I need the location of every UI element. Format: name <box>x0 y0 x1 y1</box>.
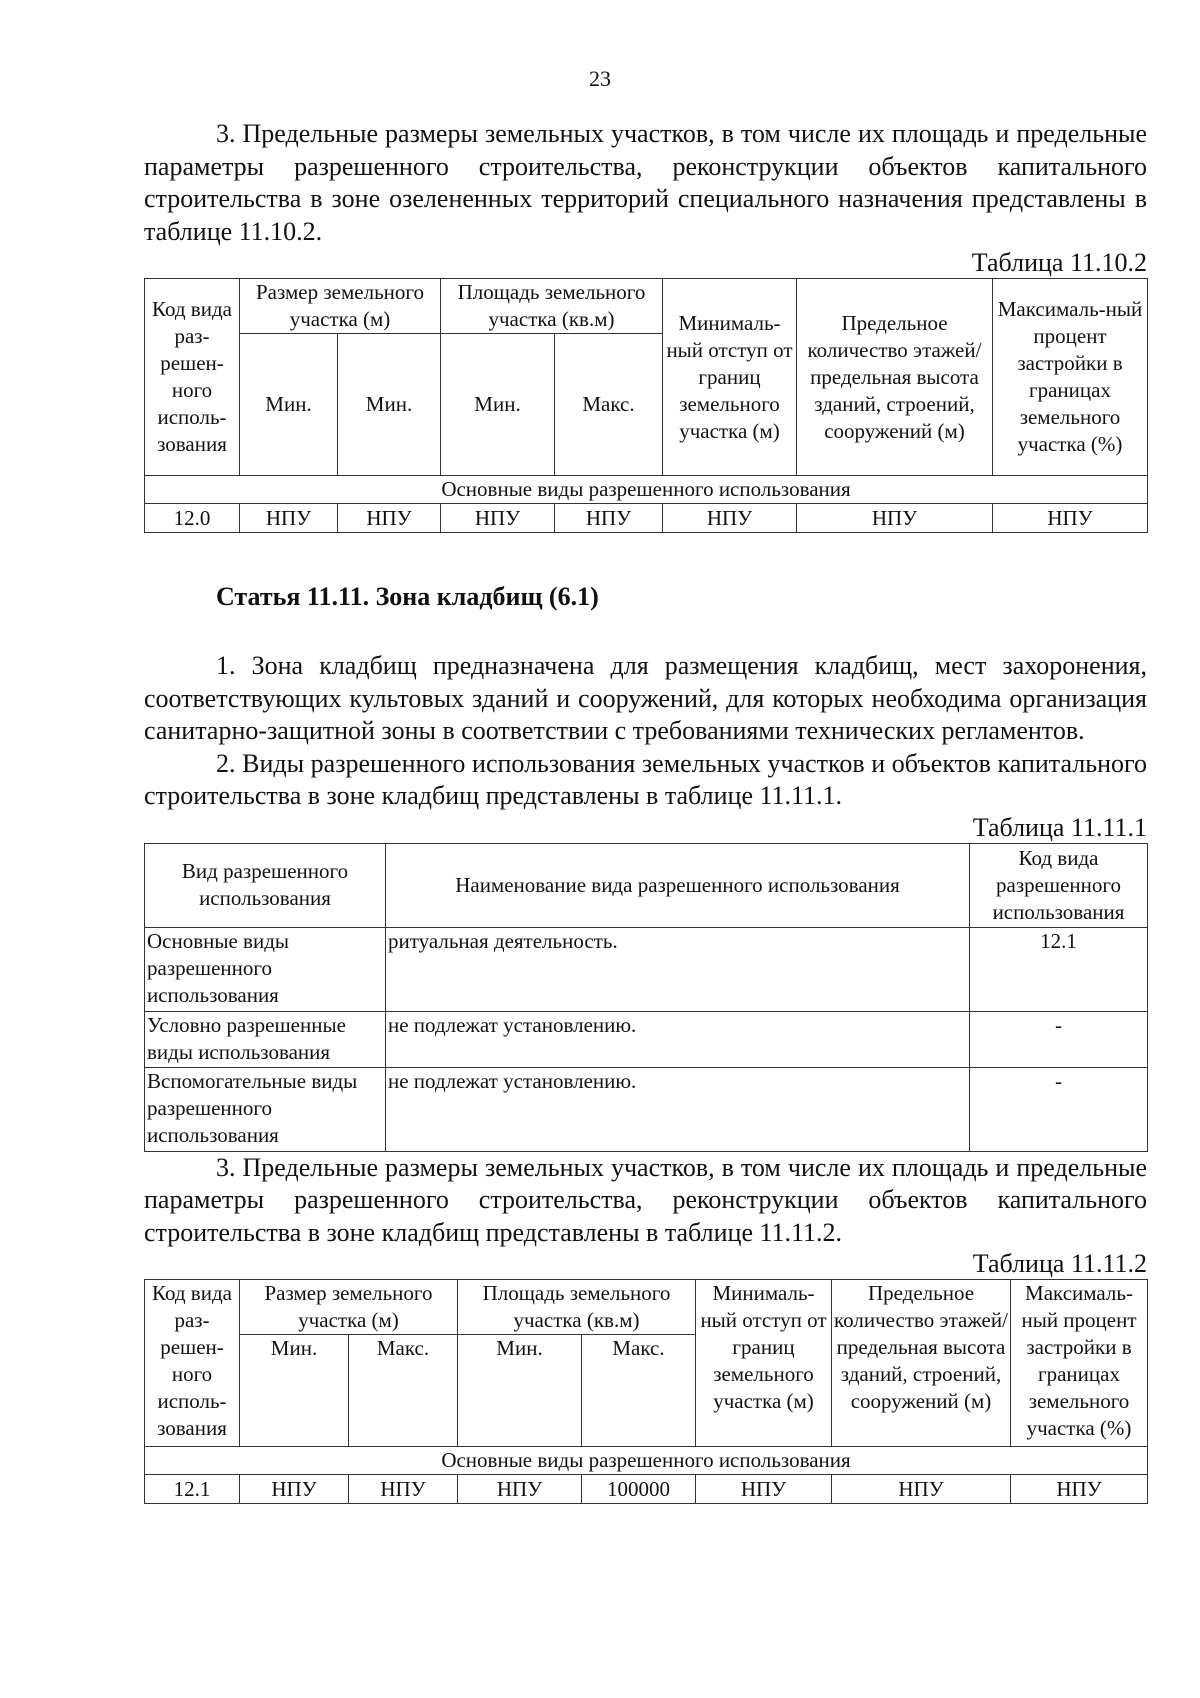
table-row <box>145 1011 1148 1067</box>
table-row <box>145 927 1148 1011</box>
table-caption: Таблица 11.11.1 <box>972 812 1147 842</box>
subheader-area-1: Мин. <box>441 334 555 476</box>
header-plot-area: Площадь земельного участка (кв.м) <box>441 279 663 334</box>
cell-usage-type: Условно разрешенные виды использования <box>145 1011 386 1067</box>
cell-code: 12.0 <box>145 504 240 533</box>
cell-usage-name: не подлежат установлению. <box>386 1011 970 1067</box>
header-min-offset: Минималь-ный отступ от границ земельного участка (м) <box>663 279 797 476</box>
cell-value: НПУ <box>458 1475 582 1504</box>
paragraph-limits-green-zone: 3. Предельные размеры земельных участков, в том числе их площадь и предельные параметры разрешенного строительства, реконструкции объектов капитального строительства в зоне озелененных территорий специального назначения представлены в таблице 11.10.2. <box>144 119 1147 246</box>
cell-usage-name: не подлежат установлению. <box>386 1067 970 1151</box>
usage-types-table <box>144 843 1148 1152</box>
page-number: 23 <box>589 66 611 91</box>
subheader-area-max: Макс. <box>582 1335 696 1447</box>
cell-value: НПУ <box>1011 1475 1148 1504</box>
cell-value: НПУ <box>240 504 338 533</box>
cell-usage-code: 12.1 <box>970 927 1148 1011</box>
cell-value: НПУ <box>832 1475 1011 1504</box>
header-plot-size: Размер земельного участка (м) <box>240 1280 458 1335</box>
subheader-size-max: Макс. <box>349 1335 458 1447</box>
section-row: Основные виды разрешенного использования <box>145 476 1148 504</box>
subheader-area-2: Макс. <box>555 334 663 476</box>
document-body <box>144 118 1147 1504</box>
cell-value: НПУ <box>797 504 993 533</box>
header-max-floors: Предельное количество этажей/ предельная высота зданий, строений, сооружений (м) <box>797 279 993 476</box>
table-row <box>145 1067 1148 1151</box>
paragraph-usage-types: 2. Виды разрешенного использования земельных участков и объектов капитального строительства в зоне кладбищ представлены в таблице 11.11.1. <box>144 748 1147 810</box>
paragraph-zone-purpose: 1. Зона кладбищ предназначена для размещения кладбищ, мест захоронения, соответствующих культовых зданий и сооружений, для которых необходима организация санитарно-защитной зоны в соответствии с требованиями технических регламентов. <box>144 651 1147 745</box>
header-max-percent: Максималь-ный процент застройки в границах земельного участка (%) <box>993 279 1148 476</box>
section-row: Основные виды разрешенного использования <box>145 1447 1148 1475</box>
cell-value: НПУ <box>338 504 441 533</box>
header-max-floors: Предельное количество этажей/ предельная высота зданий, строений, сооружений (м) <box>832 1280 1011 1447</box>
table-row <box>145 1475 1148 1504</box>
subheader-size-min: Мин. <box>240 1335 349 1447</box>
article-title: Статья 11.11. Зона кладбищ (6.1) <box>216 582 599 611</box>
header-plot-area: Площадь земельного участка (кв.м) <box>458 1280 696 1335</box>
cell-value: 100000 <box>582 1475 696 1504</box>
limits-table-green-zone <box>144 278 1148 533</box>
subheader-size-2: Мин. <box>338 334 441 476</box>
cell-value: НПУ <box>663 504 797 533</box>
cell-code: 12.1 <box>145 1475 240 1504</box>
header-usage-type: Вид разрешенного использования <box>145 843 386 927</box>
table-row <box>145 504 1148 533</box>
cell-value: НПУ <box>555 504 663 533</box>
cell-usage-type: Вспомогательные виды разрешенного использования <box>145 1067 386 1151</box>
cell-usage-code: - <box>970 1067 1148 1151</box>
table-caption: Таблица 11.11.2 <box>972 1249 1147 1278</box>
cell-usage-name: ритуальная деятельность. <box>386 927 970 1011</box>
header-max-percent: Максималь-ный процент застройки в границах земельного участка (%) <box>1011 1280 1148 1447</box>
cell-value: НПУ <box>441 504 555 533</box>
cell-usage-type: Основные виды разрешенного использования <box>145 927 386 1011</box>
cell-value: НПУ <box>696 1475 832 1504</box>
header-usage-code: Код вида разрешенного использования <box>970 843 1148 927</box>
header-code: Код вида раз-решен-ного исполь-зования <box>145 1280 240 1447</box>
table-caption: Таблица 11.10.2 <box>971 248 1147 277</box>
header-plot-size: Размер земельного участка (м) <box>240 279 441 334</box>
subheader-area-min: Мин. <box>458 1335 582 1447</box>
header-code: Код вида раз-решен-ного исполь-зования <box>145 279 240 476</box>
paragraph-limits-cemetery-zone: 3. Предельные размеры земельных участков, в том числе их площадь и предельные параметры разрешенного строительства, реконструкции объектов капитального строительства в зоне кладбищ представлены в таблице 11.11.2. <box>144 1152 1147 1247</box>
subheader-size-1: Мин. <box>240 334 338 476</box>
cell-value: НПУ <box>349 1475 458 1504</box>
header-usage-name: Наименование вида разрешенного использования <box>386 843 970 927</box>
cell-value: НПУ <box>993 504 1148 533</box>
header-min-offset: Минималь-ный отступ от границ земельного участка (м) <box>696 1280 832 1447</box>
limits-table-cemetery-zone <box>144 1279 1148 1504</box>
cell-usage-code: - <box>970 1011 1148 1067</box>
cell-value: НПУ <box>240 1475 349 1504</box>
